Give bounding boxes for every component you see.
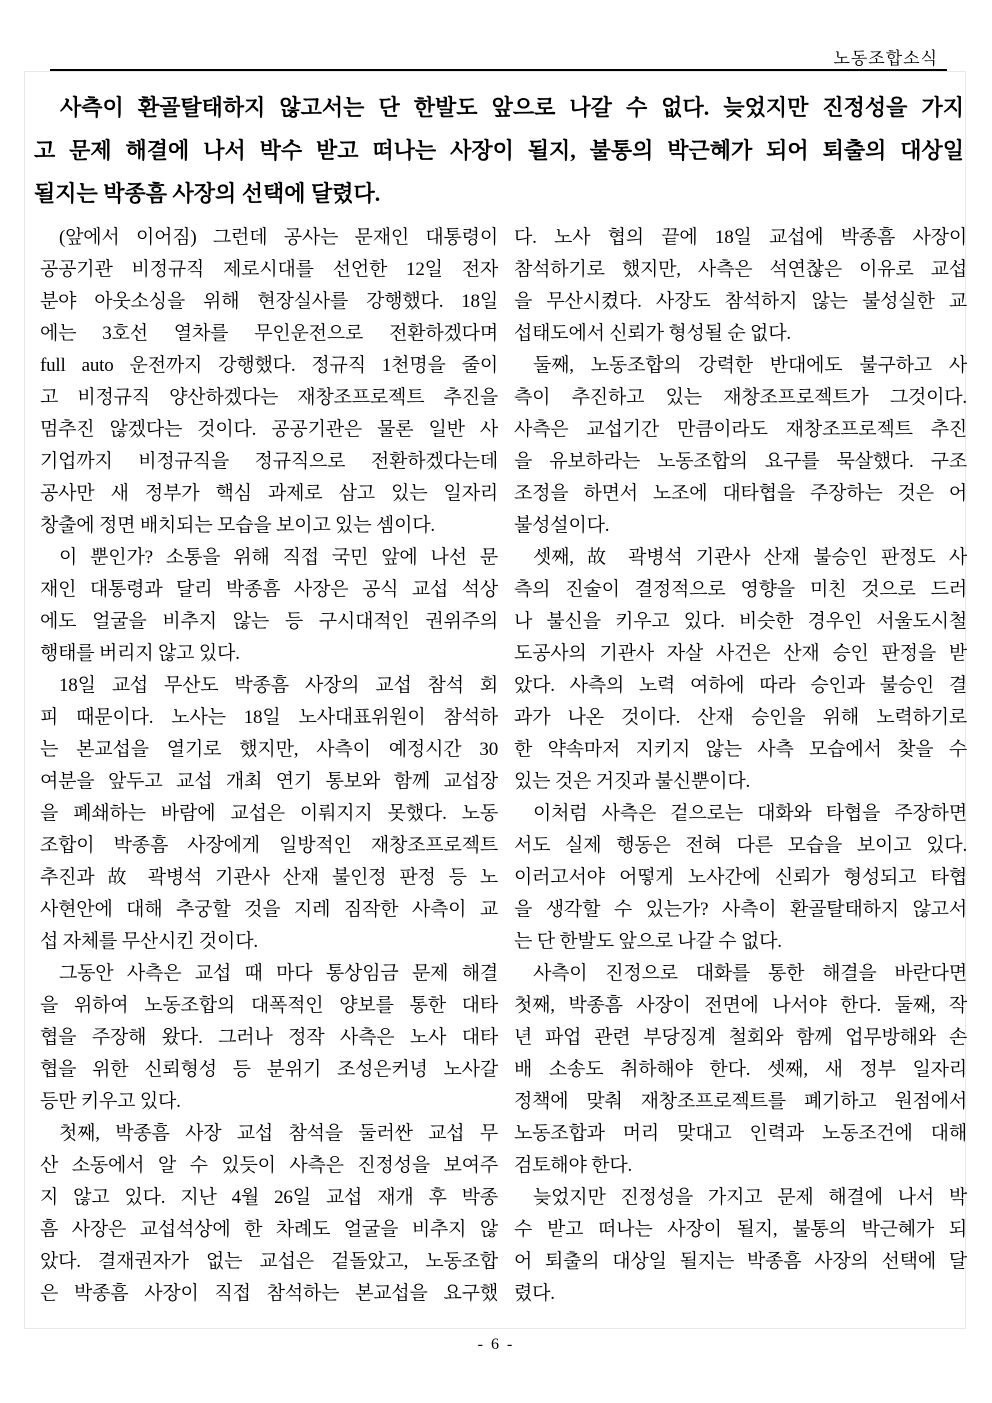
body-text-line: 정책에 맞춰 재창조프로젝트를 폐기하고 원점에서 <box>514 1091 967 1112</box>
body-column-left <box>40 222 498 1310</box>
body-text-line: 한 약속마저 지키지 않는 사측 모습에서 찾을 수 <box>514 739 967 760</box>
lead-paragraph-line: 사측이 환골탈태하지 않고서는 단 한발도 앞으로 나갈 수 없다. 늦었지만 진정성을 가지 <box>60 95 964 120</box>
body-text-line: 측이 추진하고 있는 재창조프로젝트가 그것이다. <box>514 387 967 408</box>
body-text-line: 년 파업 관련 부당징계 철회와 함께 업무방해와 손 <box>514 1027 967 1048</box>
body-text-line: 을 생각할 수 있는가? 사측이 환골탈태하지 않고서 <box>514 899 967 920</box>
body-text-line: 셋째, 故 곽병석 기관사 산재 불승인 판정도 사 <box>533 547 967 568</box>
body-text-line: 공사만 새 정부가 핵심 과제로 삼고 있는 일자리 <box>40 483 498 504</box>
body-text-line: 나 불신을 키우고 있다. 비슷한 경우인 서울도시철 <box>514 611 967 632</box>
body-text-line: 을 폐쇄하는 바람에 교섭은 이뤄지지 못했다. 노동 <box>40 803 498 824</box>
body-text-line: 등만 키우고 있다. <box>40 1091 181 1112</box>
body-text-line: 행태를 버리지 않고 있다. <box>40 643 240 664</box>
body-text-line: 는 본교섭을 열기로 했지만, 사측이 예정시간 30 <box>40 739 498 760</box>
body-text-line: 사측이 진정으로 대화를 통한 해결을 바란다면 <box>533 963 967 984</box>
body-text-line: 협을 주장해 왔다. 그러나 정작 사측은 노사 대타 <box>40 1027 498 1048</box>
body-text-line: full auto 운전까지 강행했다. 정규직 1천명을 줄이 <box>40 355 498 376</box>
body-text-line: 있는 것은 거짓과 불신뿐이다. <box>514 771 751 792</box>
body-text-line: 는 단 한발도 앞으로 나갈 수 없다. <box>514 931 782 952</box>
body-text-line: 재인 대통령과 달리 박종흠 사장은 공식 교섭 석상 <box>40 579 498 600</box>
body-text-line: 참석하기로 했지만, 사측은 석연찮은 이유로 교섭 <box>514 259 967 280</box>
body-text-line: 은 박종흠 사장이 직접 참석하는 본교섭을 요구했 <box>40 1283 498 1304</box>
body-text-line: 분야 아웃소싱을 위해 현장실사를 강행했다. 18일 <box>40 291 498 312</box>
body-text-line: 늦었지만 진정성을 가지고 문제 해결에 나서 박 <box>533 1187 967 1208</box>
body-text-line: 노동조합과 머리 맞대고 인력과 노동조건에 대해 <box>514 1123 967 1144</box>
body-text-line: 을 위하여 노동조합의 대폭적인 양보를 통한 대타 <box>40 995 498 1016</box>
body-text-line: 다. 노사 협의 끝에 18일 교섭에 박종흠 사장이 <box>514 227 967 248</box>
body-text-line: 멈추진 않겠다는 것이다. 공공기관은 물론 일반 사 <box>40 419 498 440</box>
body-text-line: 조정을 하면서 노조에 대타협을 주장하는 것은 어 <box>514 483 967 504</box>
body-text-line: 공공기관 비정규직 제로시대를 선언한 12일 전자 <box>40 259 498 280</box>
body-text-line: 렸다. <box>514 1283 555 1304</box>
body-text-line: 과가 나온 것이다. 산재 승인을 위해 노력하기로 <box>514 707 967 728</box>
body-text-line: 을 유보하라는 노동조합의 요구를 묵살했다. 구조 <box>514 451 967 472</box>
body-text-line: 그동안 사측은 교섭 때 마다 통상임금 문제 해결 <box>59 963 498 984</box>
body-column-right <box>514 222 967 1310</box>
body-text-line: 기업까지 비정규직을 정규직으로 전환하겠다는데 <box>40 451 498 472</box>
body-text-line: 여분을 앞두고 교섭 개최 연기 통보와 함께 교섭장 <box>40 771 498 792</box>
body-text-line: (앞에서 이어짐) 그런데 공사는 문재인 대통령이 <box>59 227 498 248</box>
body-text-line: 지 않고 있다. 지난 4월 26일 교섭 재개 후 박종 <box>40 1187 498 1208</box>
body-text-line: 이 뿐인가? 소통을 위해 직접 국민 앞에 나선 문 <box>59 547 498 568</box>
lead-paragraph-line: 고 문제 해결에 나서 박수 받고 떠나는 사장이 될지, 불통의 박근혜가 되어 퇴출의 대상일 <box>34 138 964 163</box>
body-text-line: 불성설이다. <box>514 515 610 536</box>
body-columns <box>40 222 967 1310</box>
page-number: - 6 - <box>477 1336 515 1353</box>
body-text-line: 어 퇴출의 대상일 될지는 박종흠 사장의 선택에 달 <box>514 1251 967 1272</box>
body-text-line: 을 무산시켰다. 사장도 참석하지 않는 불성실한 교 <box>514 291 967 312</box>
body-text-line: 도공사의 기관사 자살 사건은 산재 승인 판정을 받 <box>514 643 967 664</box>
body-text-line: 추진과 故 곽병석 기관사 산재 불인정 판정 등 노 <box>40 867 498 888</box>
body-text-line: 18일 교섭 무산도 박종흠 사장의 교섭 참석 회 <box>59 675 498 696</box>
body-text-line: 서도 실제 행동은 전혀 다른 모습을 보이고 있다. <box>514 835 967 856</box>
body-text-line: 섭태도에서 신뢰가 형성될 순 없다. <box>514 323 791 344</box>
body-text-line: 이러고서야 어떻게 노사간에 신뢰가 형성되고 타협 <box>514 867 967 888</box>
body-text-line: 았다. 결재권자가 없는 교섭은 겉돌았고, 노동조합 <box>40 1251 498 1272</box>
body-text-line: 았다. 사측의 노력 여하에 따라 승인과 불승인 결 <box>514 675 967 696</box>
body-text-line: 협을 위한 신뢰형성 등 분위기 조성은커녕 노사갈 <box>40 1059 498 1080</box>
header-rule-line <box>50 69 947 71</box>
body-text-line: 검토해야 한다. <box>514 1155 633 1176</box>
body-text-line: 에는 3호선 열차를 무인운전으로 전환하겠다며 <box>40 323 498 344</box>
body-text-line: 피 때문이다. 노사는 18일 노사대표위원이 참석하 <box>40 707 498 728</box>
body-text-line: 조합이 박종흠 사장에게 일방적인 재창조프로젝트 <box>40 835 498 856</box>
body-text-line: 사측은 교섭기간 만큼이라도 재창조프로젝트 추진 <box>514 419 967 440</box>
body-text-line: 섭 자체를 무산시킨 것이다. <box>40 931 258 952</box>
body-text-line: 첫째, 박종흠 사장 교섭 참석을 둘러싼 교섭 무 <box>59 1123 498 1144</box>
body-text-line: 산 소동에서 알 수 있듯이 사측은 진정성을 보여주 <box>40 1155 498 1176</box>
body-text-line: 에도 얼굴을 비추지 않는 등 구시대적인 권위주의 <box>40 611 498 632</box>
body-text-line: 흠 사장은 교섭석상에 한 차례도 얼굴을 비추지 않 <box>40 1219 498 1240</box>
lead-paragraph <box>34 86 964 215</box>
body-text-line: 첫째, 박종흠 사장이 전면에 나서야 한다. 둘째, 작 <box>514 995 967 1016</box>
body-text-line: 창출에 정면 배치되는 모습을 보이고 있는 셈이다. <box>40 515 435 536</box>
body-text-line: 측의 진술이 결정적으로 영향을 미친 것으로 드러 <box>514 579 967 600</box>
body-text-line: 이처럼 사측은 겉으로는 대화와 타협을 주장하면 <box>533 803 967 824</box>
body-text-line: 배 소송도 취하해야 한다. 셋째, 새 정부 일자리 <box>514 1059 967 1080</box>
body-text-line: 수 받고 떠나는 사장이 될지, 불통의 박근혜가 되 <box>514 1219 967 1240</box>
page-header-label: 노동조합소식 <box>833 49 938 68</box>
lead-paragraph-line: 될지는 박종흠 사장의 선택에 달렸다. <box>34 181 381 206</box>
body-text-line: 고 비정규직 양산하겠다는 재창조프로젝트 추진을 <box>40 387 498 408</box>
body-text-line: 사현안에 대해 추궁할 것을 지레 짐작한 사측이 교 <box>40 899 498 920</box>
body-text-line: 둘째, 노동조합의 강력한 반대에도 불구하고 사 <box>533 355 967 376</box>
